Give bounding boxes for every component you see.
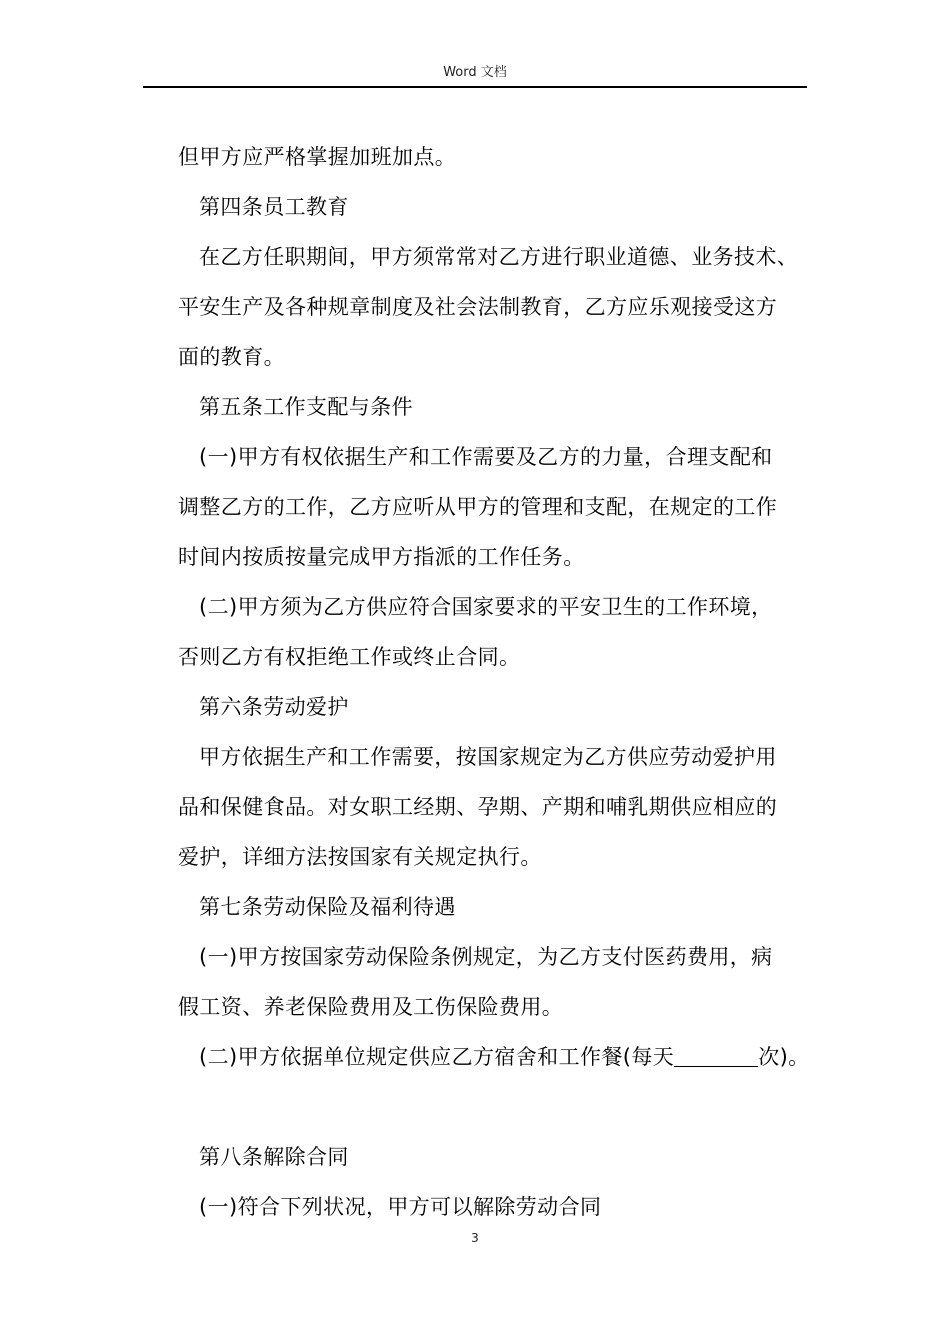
paragraph-line: (一)甲方有权依据生产和工作需要及乙方的力量，合理支配和: [199, 445, 773, 469]
article-heading: 第六条劳动爱护: [199, 695, 349, 719]
paragraph-line: 爱护，详细方法按国家有关规定执行。: [178, 845, 542, 869]
paragraph-line: (一)甲方按国家劳动保险条例规定，为乙方支付医药费用，病: [199, 945, 773, 969]
paragraph-line: 但甲方应严格掌握加班加点。: [178, 145, 457, 169]
paragraph-line: 否则乙方有权拒绝工作或终止合同。: [178, 645, 521, 669]
paragraph-line: 假工资、养老保险费用及工伤保险费用。: [178, 995, 564, 1019]
paragraph-line: (一)符合下列状况，甲方可以解除劳动合同: [199, 1195, 602, 1219]
paragraph-line: 调整乙方的工作，乙方应听从甲方的管理和支配，在规定的工作: [178, 495, 778, 519]
meal-clause-text: (二)甲方依据单位规定供应乙方宿舍和工作餐(每天: [199, 1045, 675, 1069]
paragraph-line: 时间内按质按量完成甲方指派的工作任务。: [178, 545, 585, 569]
paragraph-line: 在乙方任职期间，甲方须常常对乙方进行职业道德、业务技术、: [199, 245, 799, 269]
meal-clause-suffix: 次)。: [758, 1045, 810, 1069]
paragraph-line: 品和保健食品。对女职工经期、孕期、产期和哺乳期供应相应的: [178, 795, 778, 819]
blank-line: [178, 1082, 818, 1132]
paragraph-line: 平安生产及各种规章制度及社会法制教育，乙方应乐观接受这方: [178, 295, 778, 319]
document-body: [178, 132, 818, 1232]
paragraph-line: 面的教育。: [178, 345, 285, 369]
article-heading: 第四条员工教育: [199, 195, 349, 219]
page-number: 3: [471, 1231, 479, 1245]
meal-clause-line: [178, 1032, 818, 1082]
fill-in-blank: [674, 1044, 758, 1067]
header-divider: [143, 86, 807, 88]
article-heading: 第七条劳动保险及福利待遇: [199, 895, 456, 919]
article-heading: 第八条解除合同: [199, 1145, 349, 1169]
paragraph-line: (二)甲方须为乙方供应符合国家要求的平安卫生的工作环境，: [199, 595, 773, 619]
paragraph-line: 甲方依据生产和工作需要，按国家规定为乙方供应劳动爱护用: [199, 745, 777, 769]
article-heading: 第五条工作支配与条件: [199, 395, 413, 419]
document-header-title: Word 文档: [443, 65, 507, 80]
